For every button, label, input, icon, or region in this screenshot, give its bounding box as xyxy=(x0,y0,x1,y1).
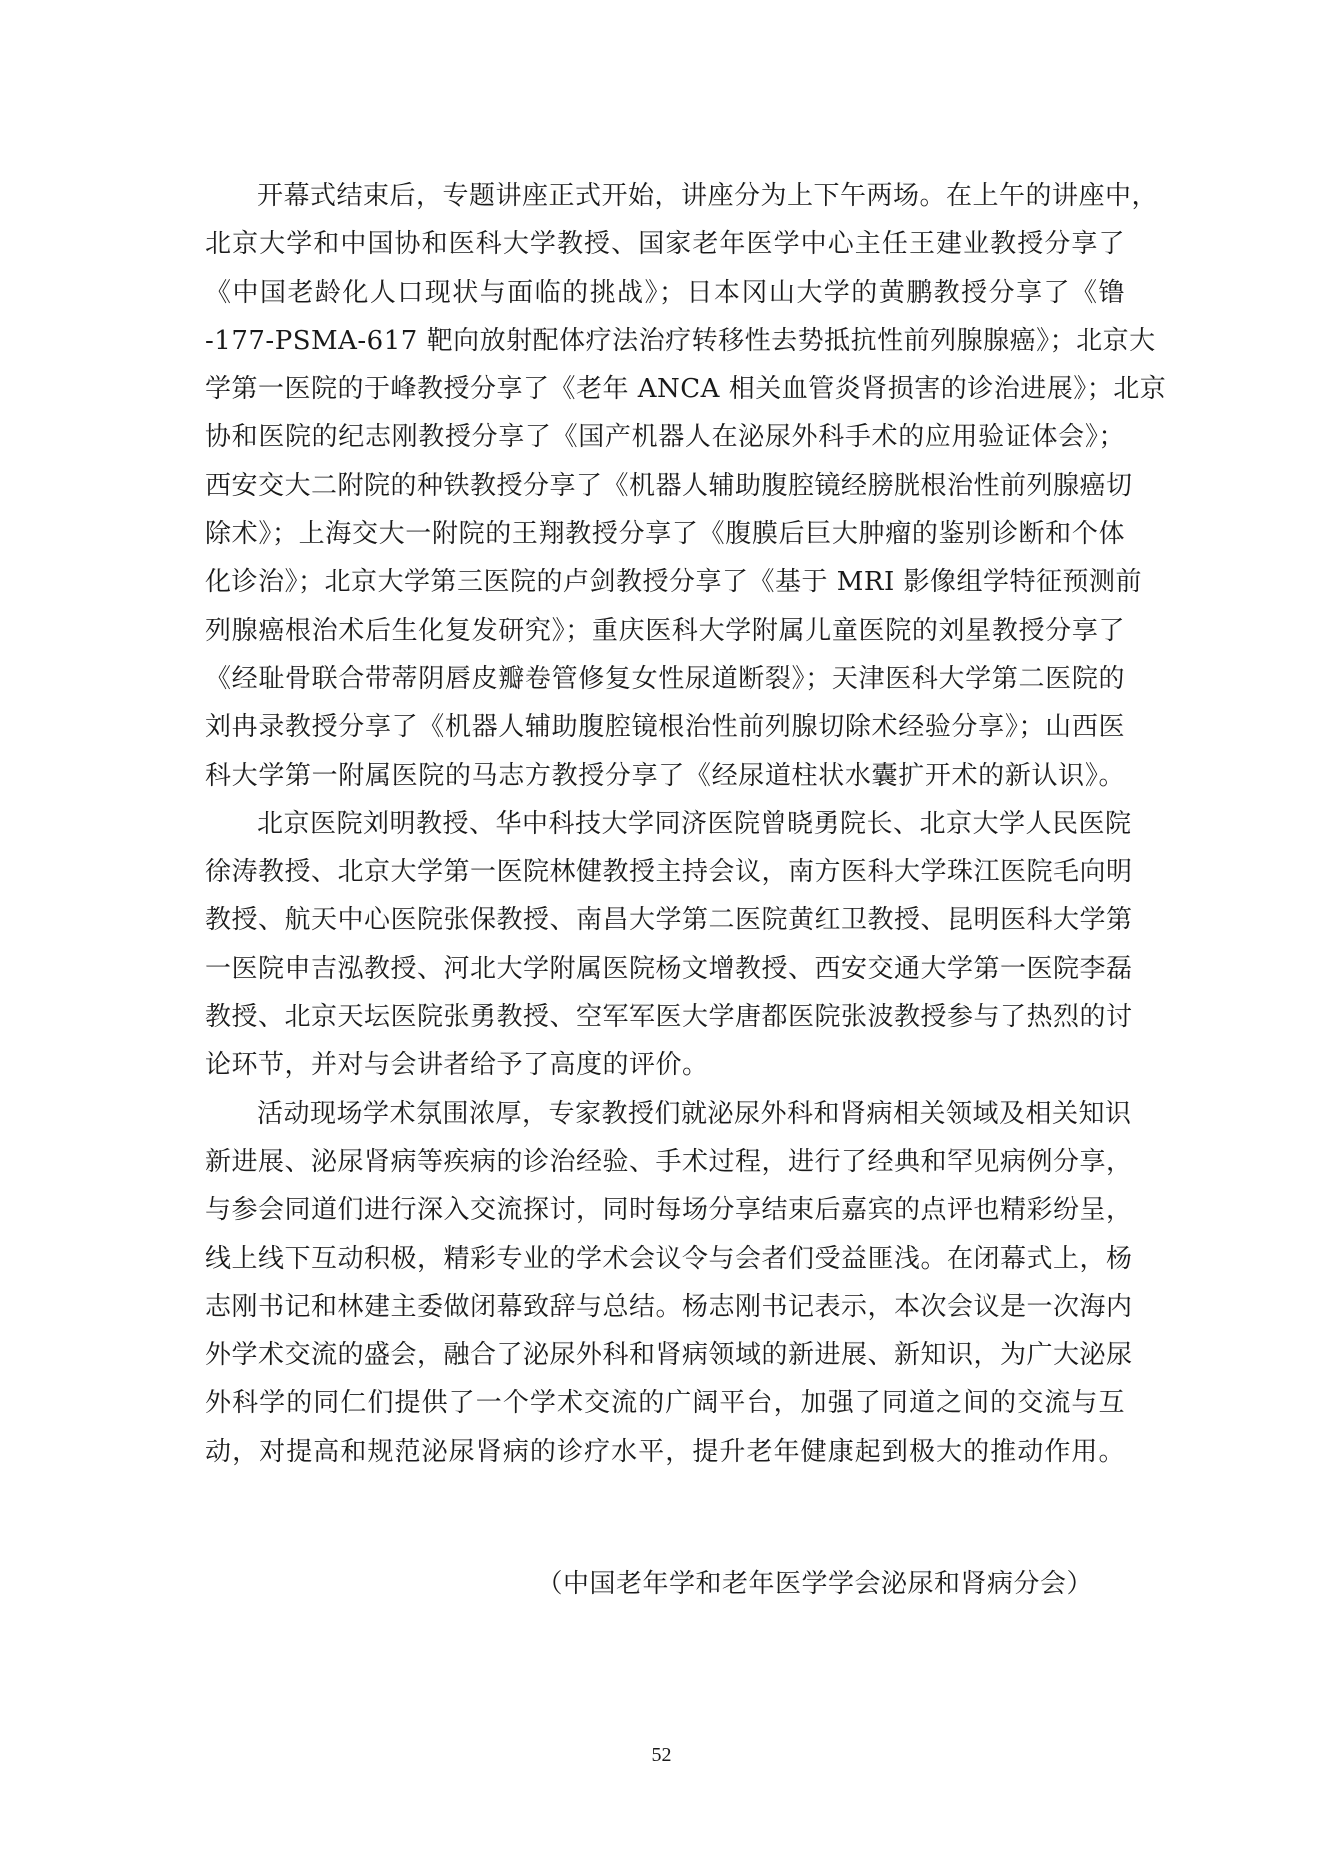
text-line: 学第一医院的于峰教授分享了《老年 ANCA 相关血管炎肾损害的诊治进展》；北京 xyxy=(205,374,1167,405)
text-line: 志刚书记和林建主委做闭幕致辞与总结。杨志刚书记表示，本次会议是一次海内 xyxy=(205,1291,1133,1322)
text-line: 刘冉录教授分享了《机器人辅助腹腔镜根治性前列腺切除术经验分享》；山西医 xyxy=(205,712,1125,743)
text-line: 科大学第一附属医院的马志方教授分享了《经尿道柱状水囊扩开术的新认识》。 xyxy=(205,760,1125,791)
paragraph xyxy=(205,800,1133,1090)
page-number: 52 xyxy=(651,1744,672,1766)
source-attribution: （中国老年学和老年医学学会泌尿和肾病分会） xyxy=(536,1569,1093,1599)
paragraph xyxy=(205,172,1167,800)
text-line: 《经耻骨联合带蒂阴唇皮瓣卷管修复女性尿道断裂》；天津医科大学第二医院的 xyxy=(205,663,1125,694)
text-line: 北京医院刘明教授、华中科技大学同济医院曾晓勇院长、北京大学人民医院 xyxy=(257,808,1132,839)
text-line: 开幕式结束后，专题讲座正式开始，讲座分为上下午两场。在上午的讲座中， xyxy=(257,181,1159,211)
text-line: 徐涛教授、北京大学第一医院林健教授主持会议，南方医科大学珠江医院毛向明 xyxy=(205,857,1133,888)
text-line: 北京大学和中国协和医科大学教授、国家老年医学中心主任王建业教授分享了 xyxy=(205,229,1125,260)
text-line: 《中国老龄化人口现状与面临的挑战》；日本冈山大学的黄鹏教授分享了《镥 xyxy=(205,277,1125,308)
text-line: -177-PSMA-617 靶向放射配体疗法治疗转移性去势抵抗性前列腺腺癌》；北京大 xyxy=(205,325,1156,356)
paragraph xyxy=(205,1090,1133,1476)
text-line: 列腺癌根治术后生化复发研究》；重庆医科大学附属儿童医院的刘星教授分享了 xyxy=(205,615,1125,646)
text-line: 外科学的同仁们提供了一个学术交流的广阔平台，加强了同道之间的交流与互 xyxy=(205,1388,1125,1419)
text-line: 教授、航天中心医院张保教授、南昌大学第二医院黄红卫教授、昆明医科大学第 xyxy=(205,905,1133,936)
text-line: 论环节，并对与会讲者给予了高度的评价。 xyxy=(205,1050,709,1081)
text-line: 与参会同道们进行深入交流探讨，同时每场分享结束后嘉宾的点评也精彩纷呈， xyxy=(205,1195,1133,1226)
text-line: 外学术交流的盛会，融合了泌尿外科和肾病领域的新进展、新知识，为广大泌尿 xyxy=(205,1340,1133,1371)
article-body xyxy=(205,172,1167,1476)
text-line: 动，对提高和规范泌尿肾病的诊疗水平，提升老年健康起到极大的推动作用。 xyxy=(205,1436,1125,1467)
text-line: 除术》；上海交大一附院的王翔教授分享了《腹膜后巨大肿瘤的鉴别诊断和个体 xyxy=(205,519,1125,550)
text-line: 教授、北京天坛医院张勇教授、空军军医大学唐都医院张波教授参与了热烈的讨 xyxy=(205,1002,1133,1033)
text-line: 协和医院的纪志刚教授分享了《国产机器人在泌尿外科手术的应用验证体会》； xyxy=(205,422,1125,453)
text-line: 一医院申吉泓教授、河北大学附属医院杨文增教授、西安交通大学第一医院李磊 xyxy=(205,953,1133,984)
text-line: 活动现场学术氛围浓厚，专家教授们就泌尿外科和肾病相关领域及相关知识 xyxy=(257,1098,1132,1129)
text-line: 化诊治》；北京大学第三医院的卢剑教授分享了《基于 MRI 影像组学特征预测前 xyxy=(205,567,1142,598)
text-line: 西安交大二附院的种铁教授分享了《机器人辅助腹腔镜经膀胱根治性前列腺癌切 xyxy=(205,470,1133,501)
text-line: 线上线下互动积极，精彩专业的学术会议令与会者们受益匪浅。在闭幕式上，杨 xyxy=(205,1243,1133,1274)
text-line: 新进展、泌尿肾病等疾病的诊治经验、手术过程，进行了经典和罕见病例分享， xyxy=(205,1146,1133,1177)
